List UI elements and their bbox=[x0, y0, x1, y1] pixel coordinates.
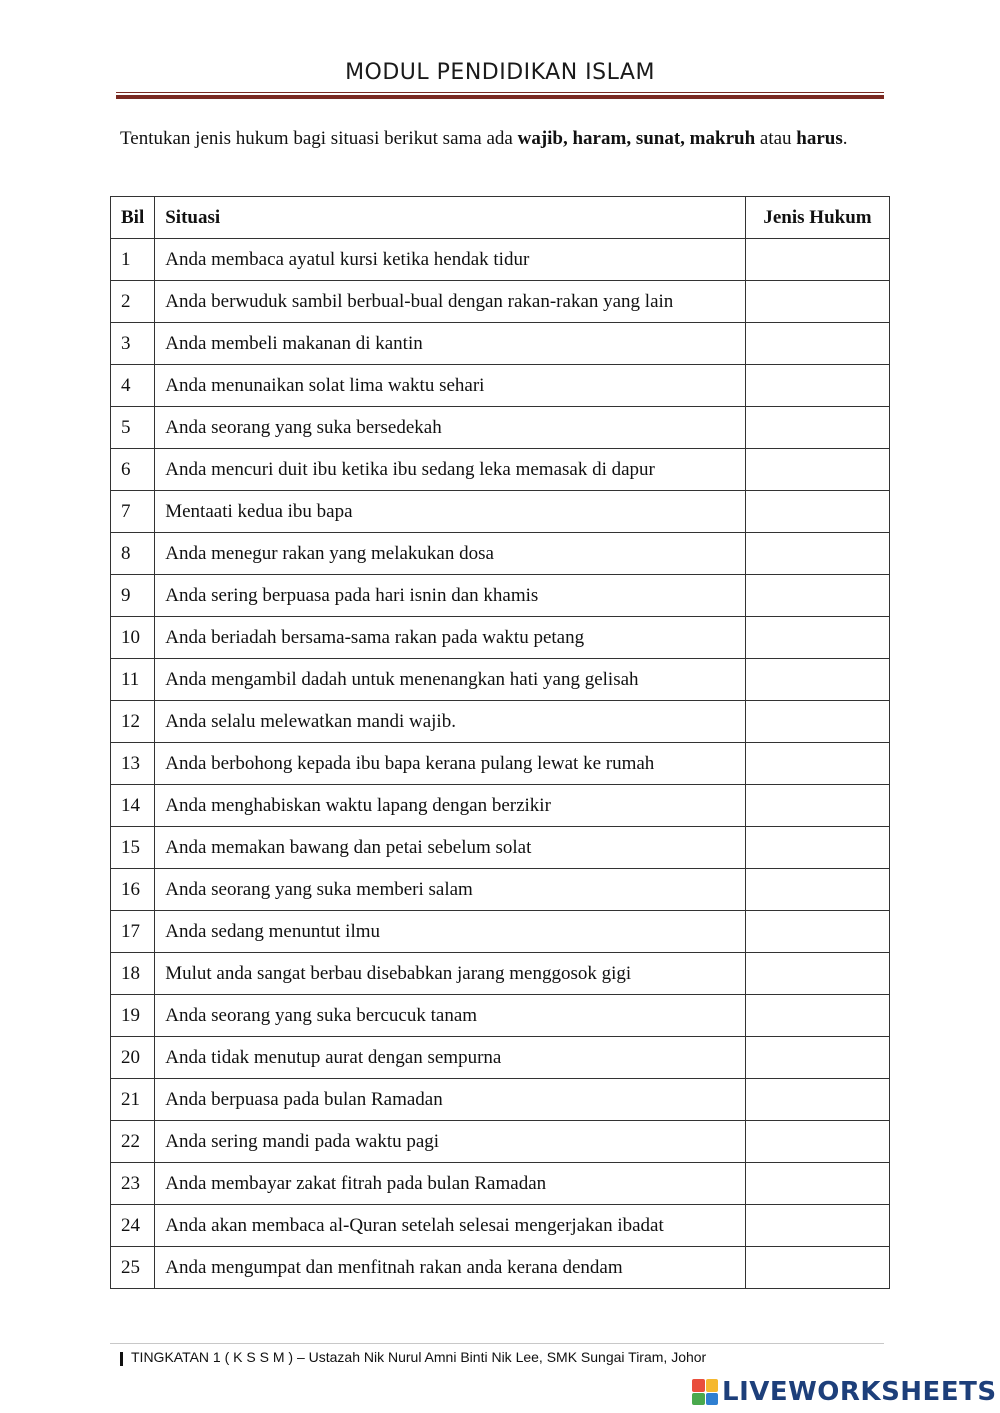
row-jenis-hukum-answer[interactable] bbox=[746, 365, 890, 407]
row-situasi: Anda membeli makanan di kantin bbox=[155, 323, 746, 365]
instruction-text bbox=[120, 125, 880, 153]
row-jenis-hukum-answer[interactable] bbox=[746, 1079, 890, 1121]
instruction-end: . bbox=[842, 128, 848, 149]
row-bil: 25 bbox=[111, 1247, 155, 1289]
row-situasi: Anda menghabiskan waktu lapang dengan berzikir bbox=[155, 785, 746, 827]
header-jenis-hukum: Jenis Hukum bbox=[746, 197, 890, 239]
table-row bbox=[111, 659, 890, 701]
row-bil: 18 bbox=[111, 953, 155, 995]
row-bil: 13 bbox=[111, 743, 155, 785]
table-row bbox=[111, 1037, 890, 1079]
table-row bbox=[111, 869, 890, 911]
table-row bbox=[111, 1247, 890, 1289]
row-jenis-hukum-answer[interactable] bbox=[746, 1247, 890, 1289]
row-jenis-hukum-answer[interactable] bbox=[746, 869, 890, 911]
hukum-table bbox=[110, 196, 890, 1289]
table-row bbox=[111, 911, 890, 953]
table-row bbox=[111, 449, 890, 491]
liveworksheets-logo-icon bbox=[692, 1379, 718, 1405]
instruction-lead: Tentukan jenis hukum bagi situasi berikut sama ada bbox=[120, 128, 518, 149]
row-situasi: Anda seorang yang suka memberi salam bbox=[155, 869, 746, 911]
row-situasi: Anda seorang yang suka bersedekah bbox=[155, 407, 746, 449]
row-jenis-hukum-answer[interactable] bbox=[746, 533, 890, 575]
row-situasi: Anda sering mandi pada waktu pagi bbox=[155, 1121, 746, 1163]
row-bil: 17 bbox=[111, 911, 155, 953]
row-jenis-hukum-answer[interactable] bbox=[746, 701, 890, 743]
row-jenis-hukum-answer[interactable] bbox=[746, 239, 890, 281]
table-row bbox=[111, 995, 890, 1037]
table-row bbox=[111, 1121, 890, 1163]
row-bil: 23 bbox=[111, 1163, 155, 1205]
table-row bbox=[111, 281, 890, 323]
liveworksheets-brand[interactable] bbox=[692, 1378, 997, 1406]
instruction-middle: atau bbox=[755, 128, 797, 149]
row-bil: 12 bbox=[111, 701, 155, 743]
row-jenis-hukum-answer[interactable] bbox=[746, 1163, 890, 1205]
row-jenis-hukum-answer[interactable] bbox=[746, 449, 890, 491]
row-situasi: Anda membaca ayatul kursi ketika hendak tidur bbox=[155, 239, 746, 281]
logo-square-3 bbox=[692, 1393, 705, 1406]
row-situasi: Anda membayar zakat fitrah pada bulan Ramadan bbox=[155, 1163, 746, 1205]
row-situasi: Anda memakan bawang dan petai sebelum solat bbox=[155, 827, 746, 869]
row-situasi: Anda selalu melewatkan mandi wajib. bbox=[155, 701, 746, 743]
row-bil: 10 bbox=[111, 617, 155, 659]
row-jenis-hukum-answer[interactable] bbox=[746, 575, 890, 617]
row-jenis-hukum-answer[interactable] bbox=[746, 827, 890, 869]
row-jenis-hukum-answer[interactable] bbox=[746, 995, 890, 1037]
row-jenis-hukum-answer[interactable] bbox=[746, 323, 890, 365]
row-situasi: Mentaati kedua ibu bapa bbox=[155, 491, 746, 533]
table-row bbox=[111, 785, 890, 827]
row-bil: 20 bbox=[111, 1037, 155, 1079]
row-bil: 4 bbox=[111, 365, 155, 407]
row-situasi: Mulut anda sangat berbau disebabkan jarang menggosok gigi bbox=[155, 953, 746, 995]
table-body bbox=[111, 239, 890, 1289]
instruction-bold-terms: wajib, haram, sunat, makruh bbox=[517, 128, 756, 149]
row-jenis-hukum-answer[interactable] bbox=[746, 281, 890, 323]
page-title: MODUL PENDIDIKAN ISLAM bbox=[345, 60, 655, 85]
row-situasi: Anda mencuri duit ibu ketika ibu sedang leka memasak di dapur bbox=[155, 449, 746, 491]
row-jenis-hukum-answer[interactable] bbox=[746, 743, 890, 785]
row-bil: 19 bbox=[111, 995, 155, 1037]
table-row bbox=[111, 1163, 890, 1205]
row-situasi: Anda menunaikan solat lima waktu sehari bbox=[155, 365, 746, 407]
table-row bbox=[111, 953, 890, 995]
row-situasi: Anda menegur rakan yang melakukan dosa bbox=[155, 533, 746, 575]
logo-square-2 bbox=[706, 1379, 719, 1392]
row-situasi: Anda mengumpat dan menfitnah rakan anda kerana dendam bbox=[155, 1247, 746, 1289]
table-row bbox=[111, 743, 890, 785]
row-bil: 21 bbox=[111, 1079, 155, 1121]
row-jenis-hukum-answer[interactable] bbox=[746, 911, 890, 953]
table-row bbox=[111, 239, 890, 281]
table-row bbox=[111, 575, 890, 617]
row-jenis-hukum-answer[interactable] bbox=[746, 617, 890, 659]
table-row bbox=[111, 323, 890, 365]
row-bil: 24 bbox=[111, 1205, 155, 1247]
row-situasi: Anda seorang yang suka bercucuk tanam bbox=[155, 995, 746, 1037]
logo-square-1 bbox=[692, 1379, 705, 1392]
row-jenis-hukum-answer[interactable] bbox=[746, 659, 890, 701]
row-bil: 15 bbox=[111, 827, 155, 869]
row-bil: 14 bbox=[111, 785, 155, 827]
row-jenis-hukum-answer[interactable] bbox=[746, 491, 890, 533]
table-header-row bbox=[111, 197, 890, 239]
row-bil: 3 bbox=[111, 323, 155, 365]
row-situasi: Anda mengambil dadah untuk menenangkan hati yang gelisah bbox=[155, 659, 746, 701]
row-bil: 22 bbox=[111, 1121, 155, 1163]
footer-rule bbox=[110, 1343, 884, 1344]
instruction-last-term: harus bbox=[796, 128, 843, 149]
row-bil: 7 bbox=[111, 491, 155, 533]
header-bil: Bil bbox=[111, 197, 155, 239]
row-situasi: Anda tidak menutup aurat dengan sempurna bbox=[155, 1037, 746, 1079]
logo-square-4 bbox=[706, 1393, 719, 1406]
row-jenis-hukum-answer[interactable] bbox=[746, 1205, 890, 1247]
row-jenis-hukum-answer[interactable] bbox=[746, 953, 890, 995]
table-row bbox=[111, 365, 890, 407]
row-bil: 9 bbox=[111, 575, 155, 617]
row-bil: 2 bbox=[111, 281, 155, 323]
table-row bbox=[111, 827, 890, 869]
row-jenis-hukum-answer[interactable] bbox=[746, 407, 890, 449]
header-rule-thin bbox=[116, 92, 884, 93]
footer-bar bbox=[120, 1352, 123, 1366]
row-situasi: Anda sering berpuasa pada hari isnin dan khamis bbox=[155, 575, 746, 617]
row-situasi: Anda berpuasa pada bulan Ramadan bbox=[155, 1079, 746, 1121]
row-bil: 5 bbox=[111, 407, 155, 449]
row-bil: 1 bbox=[111, 239, 155, 281]
row-jenis-hukum-answer[interactable] bbox=[746, 1121, 890, 1163]
table-row bbox=[111, 407, 890, 449]
row-bil: 6 bbox=[111, 449, 155, 491]
row-situasi: Anda berbohong kepada ibu bapa kerana pulang lewat ke rumah bbox=[155, 743, 746, 785]
table-row bbox=[111, 1079, 890, 1121]
footer-text: TINGKATAN 1 ( K S S M ) – Ustazah Nik Nurul Amni Binti Nik Lee, SMK Sungai Tiram, Johor bbox=[131, 1349, 707, 1365]
row-bil: 8 bbox=[111, 533, 155, 575]
row-situasi: Anda akan membaca al-Quran setelah selesai mengerjakan ibadat bbox=[155, 1205, 746, 1247]
row-bil: 11 bbox=[111, 659, 155, 701]
table-row bbox=[111, 491, 890, 533]
brand-text: LIVEWORKSHEETS bbox=[722, 1377, 997, 1407]
row-situasi: Anda beriadah bersama-sama rakan pada waktu petang bbox=[155, 617, 746, 659]
header-situasi: Situasi bbox=[155, 197, 746, 239]
table-row bbox=[111, 701, 890, 743]
row-situasi: Anda berwuduk sambil berbual-bual dengan rakan-rakan yang lain bbox=[155, 281, 746, 323]
row-situasi: Anda sedang menuntut ilmu bbox=[155, 911, 746, 953]
table-row bbox=[111, 1205, 890, 1247]
header-rule-thick bbox=[116, 95, 884, 99]
row-jenis-hukum-answer[interactable] bbox=[746, 785, 890, 827]
table-row bbox=[111, 533, 890, 575]
table-row bbox=[111, 617, 890, 659]
row-jenis-hukum-answer[interactable] bbox=[746, 1037, 890, 1079]
row-bil: 16 bbox=[111, 869, 155, 911]
